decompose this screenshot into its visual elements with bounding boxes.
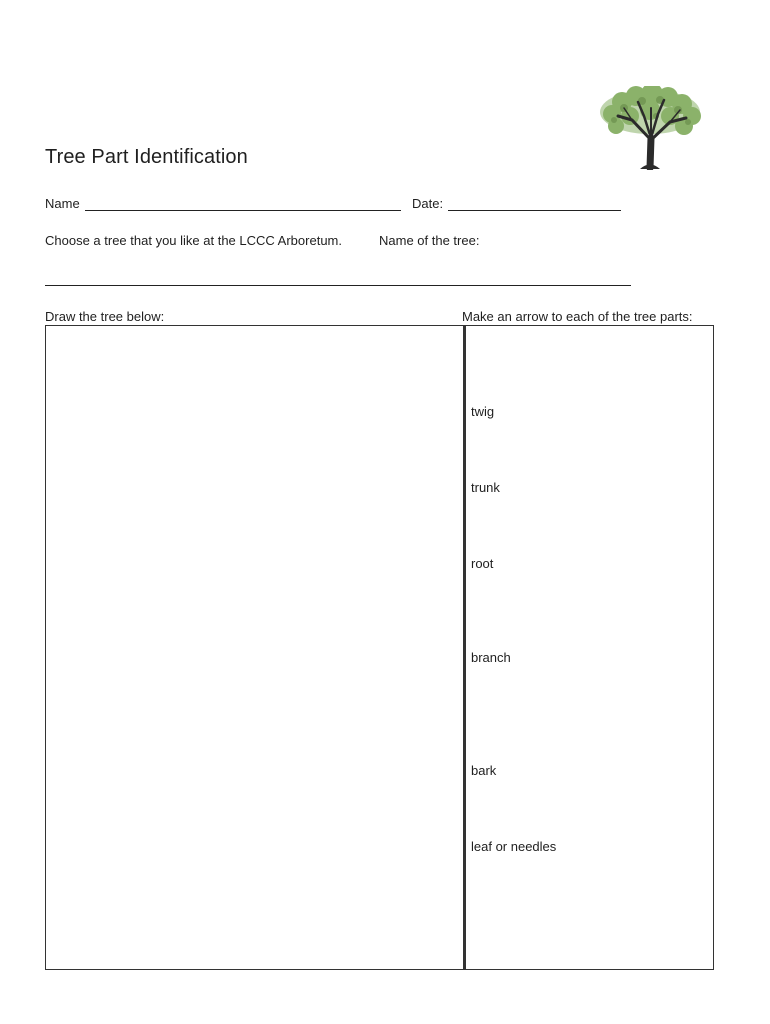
part-label-trunk: trunk (471, 480, 500, 495)
tree-name-field[interactable] (45, 285, 631, 286)
part-label-leaf-or-needles: leaf or needles (471, 839, 557, 854)
part-label-root: root (471, 556, 494, 571)
tree-logo-icon (594, 86, 706, 170)
name-field[interactable] (85, 210, 401, 211)
arrow-instruction-label: Make an arrow to each of the tree parts: (462, 309, 693, 324)
draw-label: Draw the tree below: (45, 309, 165, 324)
tree-name-label: Name of the tree: (379, 233, 480, 248)
part-label-bark: bark (471, 763, 497, 778)
part-label-branch: branch (471, 650, 511, 665)
name-label: Name (45, 196, 80, 211)
date-field[interactable] (448, 210, 621, 211)
tree-choice-prompt: Choose a tree that you like at the LCCC Arboretum. (45, 233, 342, 248)
page-title: Tree Part Identification (45, 146, 248, 168)
part-label-twig: twig (471, 404, 495, 419)
drawing-area[interactable] (45, 325, 464, 970)
tree-parts-panel (464, 325, 714, 970)
date-label: Date: (412, 196, 444, 211)
